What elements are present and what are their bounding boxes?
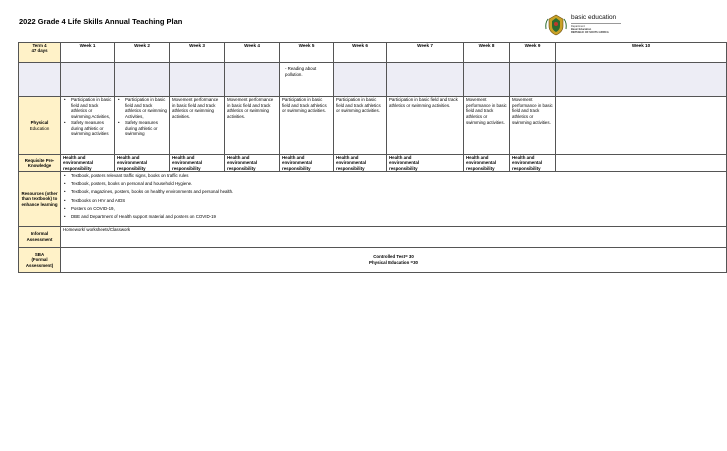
week-header: Week 4 bbox=[225, 43, 280, 63]
pe-label-line2: Education bbox=[29, 125, 50, 131]
week-header: Week 3 bbox=[170, 43, 225, 63]
sba-cell bbox=[61, 248, 727, 273]
topic-cell bbox=[334, 63, 387, 97]
document-title: 2022 Grade 4 Life Skills Annual Teaching Plan bbox=[19, 17, 183, 26]
sba-label bbox=[19, 248, 61, 273]
requisite-line: responsibility bbox=[282, 165, 311, 171]
pe-week4-cell: Movement performance in basic field and track athletics or swimming activities. bbox=[225, 97, 280, 155]
logo-dept-line2: Basic Education bbox=[571, 28, 592, 32]
list-item: • Textbook, posters, books on personal and household Hygiene. bbox=[63, 180, 724, 188]
requisite-line: environmental bbox=[466, 160, 497, 166]
requisite-line: responsibility bbox=[389, 165, 418, 171]
list-item: • Textbook, magazines, posters, books on healthy environments and personal health. bbox=[63, 188, 724, 196]
requisite-line: environmental bbox=[282, 160, 313, 166]
requisite-line: environmental bbox=[512, 160, 543, 166]
requisite-line: environmental bbox=[117, 160, 148, 166]
list-item: • DBE and Department of Health support material and posters on COVID-19 bbox=[63, 213, 724, 221]
resources-list bbox=[63, 172, 724, 221]
requisite-line: environmental bbox=[336, 160, 367, 166]
requisite-cell bbox=[225, 155, 280, 172]
week-header: Week 2 bbox=[115, 43, 170, 63]
requisite-line: responsibility bbox=[172, 165, 201, 171]
pe-week1-list bbox=[63, 97, 112, 137]
requisite-line: Health and bbox=[336, 155, 359, 160]
pe-week8-cell: Movement performance in basic field and track athletics or swimming activities. bbox=[464, 97, 510, 155]
requisite-label: Requisite Pre-Knowledge bbox=[19, 155, 61, 172]
list-item: • Posters on COVID-19, bbox=[63, 205, 724, 213]
requisite-line: Health and bbox=[63, 155, 86, 160]
requisite-line: Health and bbox=[227, 155, 250, 160]
list-item: • Safety measures during athletic or swimming bbox=[117, 120, 167, 137]
requisite-cell bbox=[61, 155, 115, 172]
list-item: • Safety measures during athletic or swimming activities bbox=[63, 120, 112, 137]
requisite-cell bbox=[510, 155, 556, 172]
topic-cell bbox=[61, 63, 115, 97]
topic-cell bbox=[387, 63, 464, 97]
pe-week9-cell: Movement performance in basic field and track athletics or swimming activities. bbox=[510, 97, 556, 155]
list-item: • Participation in basic field and track athletics or swimming Activities, bbox=[117, 97, 167, 120]
dbe-logo bbox=[543, 12, 627, 38]
topic-cell bbox=[464, 63, 510, 97]
pe-week2-cell bbox=[115, 97, 170, 155]
requisite-line: Health and bbox=[389, 155, 412, 160]
header-row bbox=[19, 43, 727, 63]
pe-week2-list bbox=[117, 97, 167, 137]
requisite-line: responsibility bbox=[117, 165, 146, 171]
informal-assessment-cell: Homework/ worksheets/Classwork bbox=[61, 227, 727, 248]
pe-label-line1: Physical bbox=[30, 119, 49, 125]
requisite-line: environmental bbox=[389, 160, 420, 166]
pe-week7-cell: Participation in basic field and track athletics or swimming activities. bbox=[387, 97, 464, 155]
term-days: 47 days bbox=[31, 48, 48, 53]
requisite-cell bbox=[464, 155, 510, 172]
requisite-line: responsibility bbox=[227, 165, 256, 171]
resources-row bbox=[19, 172, 727, 227]
logo-dept-line1: Department: bbox=[571, 25, 586, 28]
week-header: Week 7 bbox=[387, 43, 464, 63]
week-header: Week 5 bbox=[280, 43, 334, 63]
pe-week5-cell: Participation in basic field and track athletics or swimming activities. bbox=[280, 97, 334, 155]
pollution-topic: - Reading about pollution. bbox=[285, 66, 317, 77]
sba-controlled-test: Controlled Test= 30 bbox=[373, 254, 414, 260]
requisite-cell bbox=[280, 155, 334, 172]
topic-row bbox=[19, 63, 727, 97]
requisite-line: responsibility bbox=[466, 165, 495, 171]
logo-divider bbox=[571, 23, 621, 24]
sba-physical-education: Physical Education =30 bbox=[369, 260, 418, 265]
requisite-line: Health and bbox=[282, 155, 305, 160]
pe-week1-cell bbox=[61, 97, 115, 155]
coat-of-arms-icon bbox=[543, 13, 569, 37]
requisite-line: environmental bbox=[227, 160, 258, 166]
topic-cell bbox=[225, 63, 280, 97]
term-cell bbox=[19, 43, 61, 63]
requisite-line: responsibility bbox=[63, 165, 92, 171]
week-header: Week 10 bbox=[556, 43, 727, 63]
sba-label-line2: (Formal bbox=[31, 257, 48, 263]
topic-cell bbox=[115, 63, 170, 97]
sba-label-line1: SBA bbox=[34, 251, 45, 257]
requisite-line: environmental bbox=[63, 160, 94, 166]
requisite-cell bbox=[115, 155, 170, 172]
topic-label-cell bbox=[19, 63, 61, 97]
sba-row bbox=[19, 248, 727, 273]
requisite-line: Health and bbox=[117, 155, 140, 160]
requisite-line: Health and bbox=[466, 155, 489, 160]
logo-department-text bbox=[571, 25, 609, 35]
requisite-cell bbox=[334, 155, 387, 172]
sba-label-line3: Assessment) bbox=[25, 262, 54, 268]
requisite-cell-week10 bbox=[556, 155, 727, 172]
informal-assessment-label: Informal Assessment bbox=[19, 227, 61, 248]
requisite-row bbox=[19, 155, 727, 172]
requisite-line: Health and bbox=[512, 155, 535, 160]
week-header: Week 6 bbox=[334, 43, 387, 63]
logo-dept-line3: REPUBLIC OF SOUTH AFRICA bbox=[571, 31, 609, 35]
pe-week6-cell: Participation in basic field and track athletics or swimming activities. bbox=[334, 97, 387, 155]
requisite-line: responsibility bbox=[336, 165, 365, 171]
term-label: Term 4 bbox=[32, 43, 47, 48]
topic-cell bbox=[556, 63, 727, 97]
list-item: • Participation in basic field and track athletics or swimming Activities, bbox=[63, 97, 112, 120]
requisite-cell bbox=[387, 155, 464, 172]
resources-cell bbox=[61, 172, 727, 227]
week-header: Week 8 bbox=[464, 43, 510, 63]
pe-week3-cell: Movement performance in basic field and track athletics or swimming activities. bbox=[170, 97, 225, 155]
topic-cell-week5 bbox=[280, 63, 334, 97]
list-item: • Textbook, posters relevant traffic signs, books on traffic rules bbox=[63, 172, 724, 180]
teaching-plan-table bbox=[18, 42, 727, 273]
week-header: Week 1 bbox=[61, 43, 115, 63]
logo-brand-text: basic education bbox=[571, 14, 617, 21]
resources-label: Resources (other than textbook) to enhance learning bbox=[19, 172, 61, 227]
list-item: • Textbooks on HIV and AIDS bbox=[63, 197, 724, 205]
topic-cell bbox=[170, 63, 225, 97]
pe-week10-cell bbox=[556, 97, 727, 155]
requisite-line: Health and bbox=[172, 155, 195, 160]
requisite-cell bbox=[170, 155, 225, 172]
week-header: Week 9 bbox=[510, 43, 556, 63]
physical-education-row bbox=[19, 97, 727, 155]
topic-cell bbox=[510, 63, 556, 97]
requisite-line: responsibility bbox=[512, 165, 541, 171]
informal-assessment-row bbox=[19, 227, 727, 248]
requisite-line: environmental bbox=[172, 160, 203, 166]
physical-education-label bbox=[19, 97, 61, 155]
